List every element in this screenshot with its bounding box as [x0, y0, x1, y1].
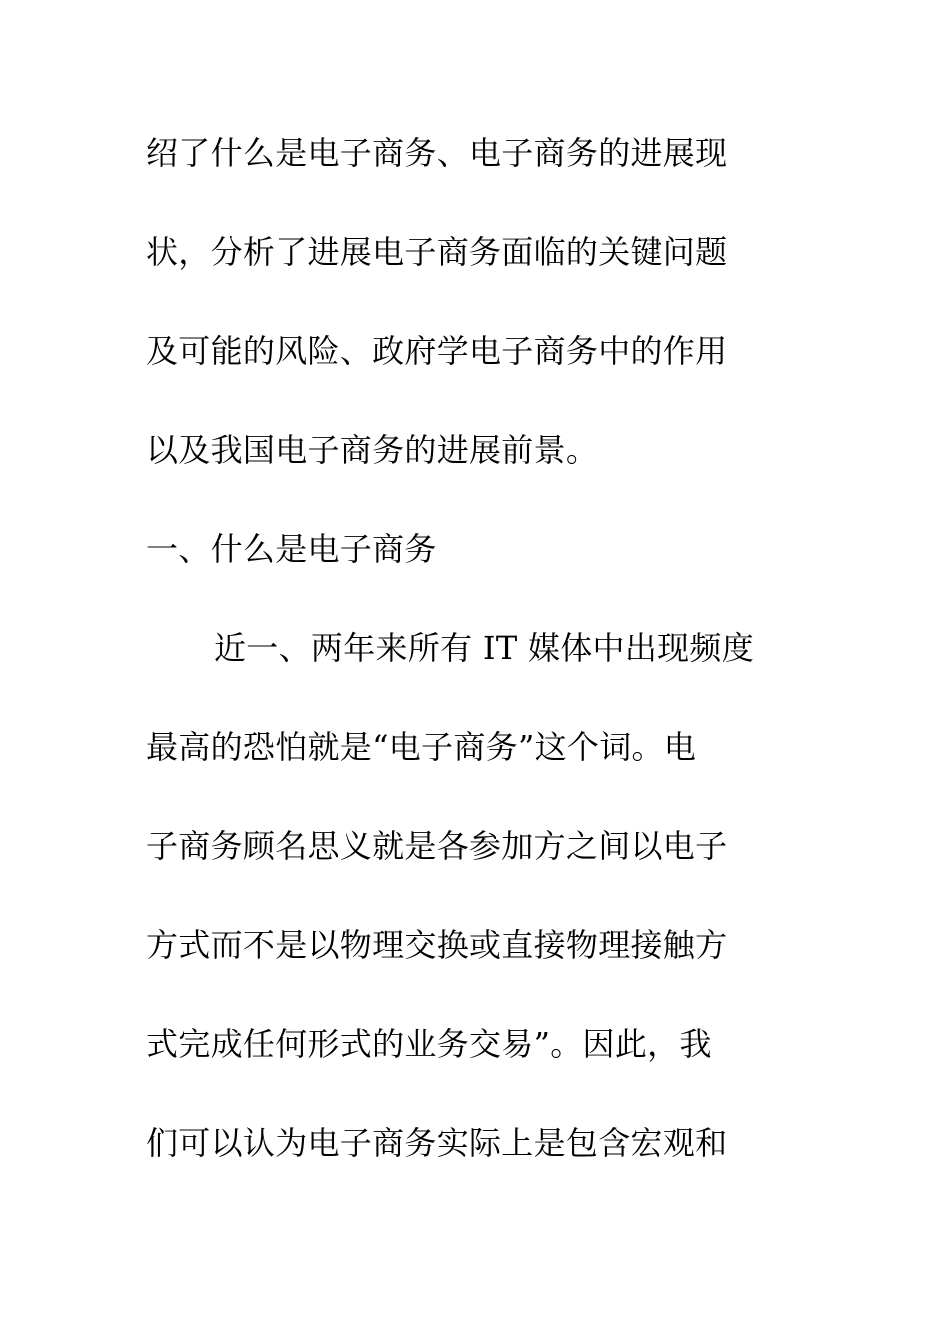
- paragraph-line-3: 及可能的风险、政府学电子商务中的作用: [146, 332, 728, 370]
- paragraph-line-4: 以及我国电子商务的进展前景。: [146, 431, 599, 469]
- paragraph-line-2: 状，分析了进展电子商务面临的关键问题: [146, 233, 728, 271]
- paragraph-line-1: 绍了什么是电子商务、电子商务的进展现: [146, 134, 728, 172]
- paragraph-line-6: 近一、两年来所有 IT 媒体中出现频度: [214, 629, 755, 667]
- paragraph-line-10: 式完成任何形式的业务交易”。因此，我: [146, 1025, 712, 1063]
- paragraph-line-8: 子商务顾名思义就是各参加方之间以电子: [146, 827, 728, 865]
- paragraph-line-7: 最高的恐怕就是“电子商务”这个词。电: [146, 728, 697, 766]
- section-heading: 一、什么是电子商务: [146, 530, 437, 568]
- paragraph-line-11: 们可以认为电子商务实际上是包含宏观和: [146, 1124, 728, 1162]
- paragraph-line-9: 方式而不是以物理交换或直接物理接触方: [146, 926, 728, 964]
